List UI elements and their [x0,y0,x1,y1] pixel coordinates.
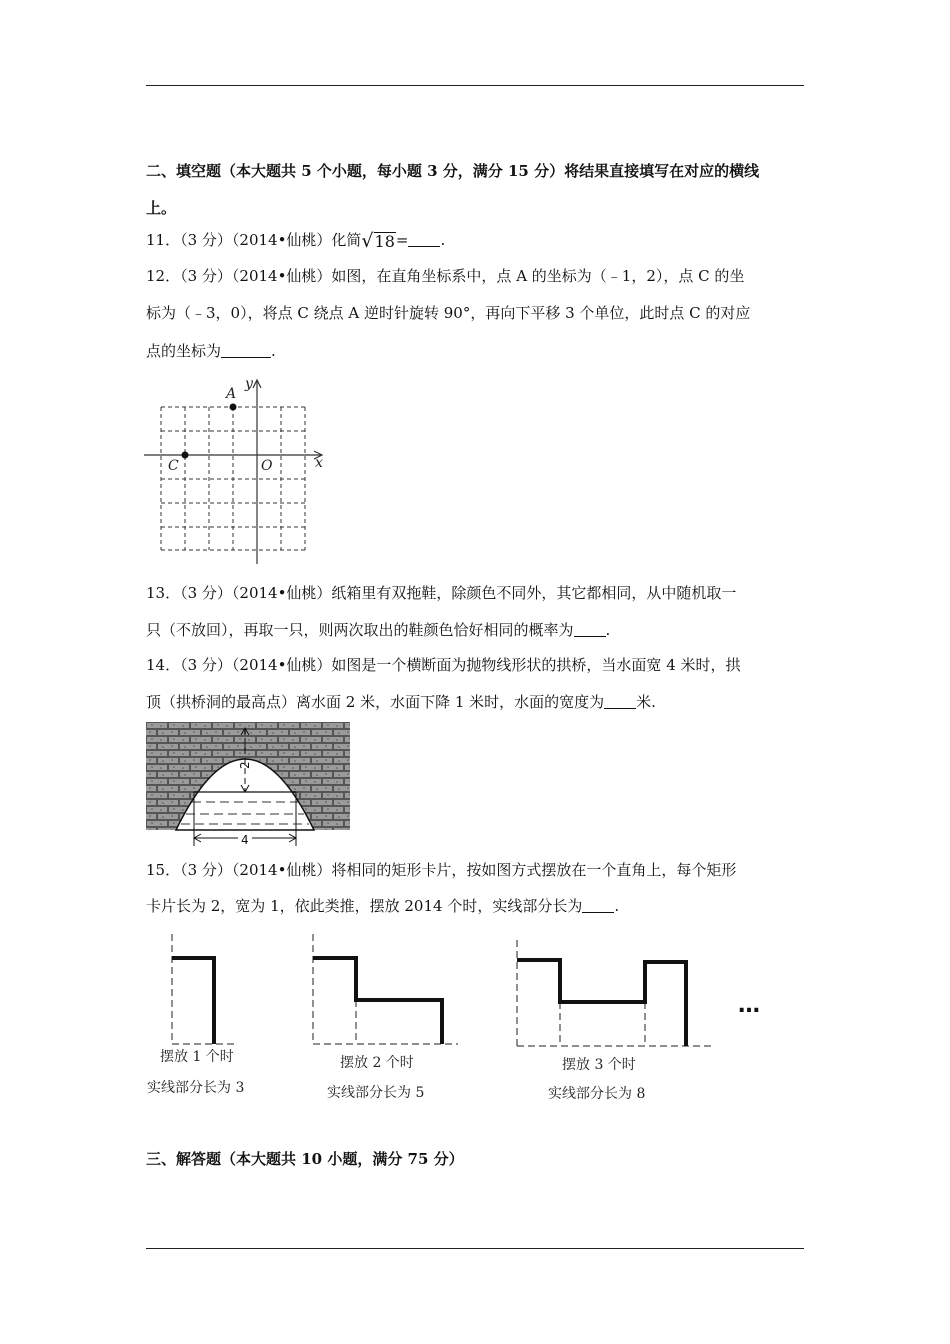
label-o: O [261,458,273,474]
fig1-caption2: 实线部分长为 3 [147,1080,245,1096]
coordinate-grid-figure [140,374,340,566]
q15-end: . [614,897,620,915]
answer-blank[interactable] [582,898,614,913]
label-x: x [315,455,323,471]
q14-line1: 14．（3 分）（2014•仙桃）如图是一个横断面为抛物线形状的拱桥，当水面宽 4 米时，拱 [146,656,741,674]
q13-line2 [146,620,610,640]
q11-text: 11．（3 分）（2014•仙桃）化简 [146,231,362,249]
height-label: 2 [238,761,252,769]
question-11 [146,230,445,251]
q13-end: . [605,621,611,639]
q15-line1: 15．（3 分）（2014•仙桃）将相同的矩形卡片，按如图方式摆放在一个直角上，每个矩形 [146,861,737,879]
q13-line1: 13．（3 分）（2014•仙桃）纸箱里有双拖鞋，除颜色不同外，其它都相同，从中随机取一 [146,584,737,602]
width-label: 4 [241,833,249,847]
q11-equals: = [395,231,409,249]
point-a [230,404,237,411]
section3-header: 三、解答题（本大题共 10 小题，满分 75 分） [146,1150,464,1168]
q11-end: . [440,231,446,249]
fig2-caption1: 摆放 2 个时 [340,1055,414,1071]
solid-line-fig2 [313,958,442,1044]
q15-line2 [146,896,619,916]
q12-line3 [146,341,276,361]
bottom-rule [146,1248,804,1249]
fig1-caption1: 摆放 1 个时 [160,1049,234,1065]
q14-end: 米. [636,693,656,711]
fig3-caption1: 摆放 3 个时 [562,1057,636,1073]
section2-header-line1: 二、填空题（本大题共 5 个小题，每小题 3 分，满分 15 分）将结果直接填写在对应的横线 [146,162,760,180]
answer-blank[interactable] [408,232,440,247]
label-a: A [226,386,237,402]
q12-line3-text: 点的坐标为 [146,342,222,360]
top-rule [146,85,804,86]
arch-bridge-figure [146,722,350,848]
sqrt-expression: √18 [361,230,395,252]
answer-blank[interactable] [221,343,271,358]
card-arrangement-figures [140,930,780,1050]
solid-line-fig3 [517,960,686,1046]
q12-line2: 标为（﹣3，0），将点 C 绕点 A 逆时针旋转 90°，再向下平移 3 个单位，此时点 C 的对应 [146,304,751,322]
fig2-caption2: 实线部分长为 5 [327,1085,425,1101]
ellipsis: … [738,993,760,1018]
section2-header-line2: 上。 [146,199,177,217]
q12-end: . [271,342,276,360]
fig3-caption2: 实线部分长为 8 [548,1086,646,1102]
q14-line2-text: 顶（拱桥洞的最高点）离水面 2 米，水面下降 1 米时，水面的宽度为 [146,693,605,711]
point-c [182,452,189,459]
label-y: y [245,376,253,392]
q13-line2-text: 只（不放回），再取一只，则两次取出的鞋颜色恰好相同的概率为 [146,621,574,639]
answer-blank[interactable] [604,694,636,709]
q14-line2 [146,692,656,712]
sqrt-radicand: 18 [374,232,395,251]
q15-line2-text: 卡片长为 2，宽为 1，依此类推，摆放 2014 个时，实线部分长为 [146,897,583,915]
solid-line-fig1 [172,958,214,1044]
label-c: C [168,458,179,474]
answer-blank[interactable] [574,622,606,637]
q12-line1: 12．（3 分）（2014•仙桃）如图，在直角坐标系中，点 A 的坐标为（﹣1，2），点 C 的坐 [146,267,745,285]
